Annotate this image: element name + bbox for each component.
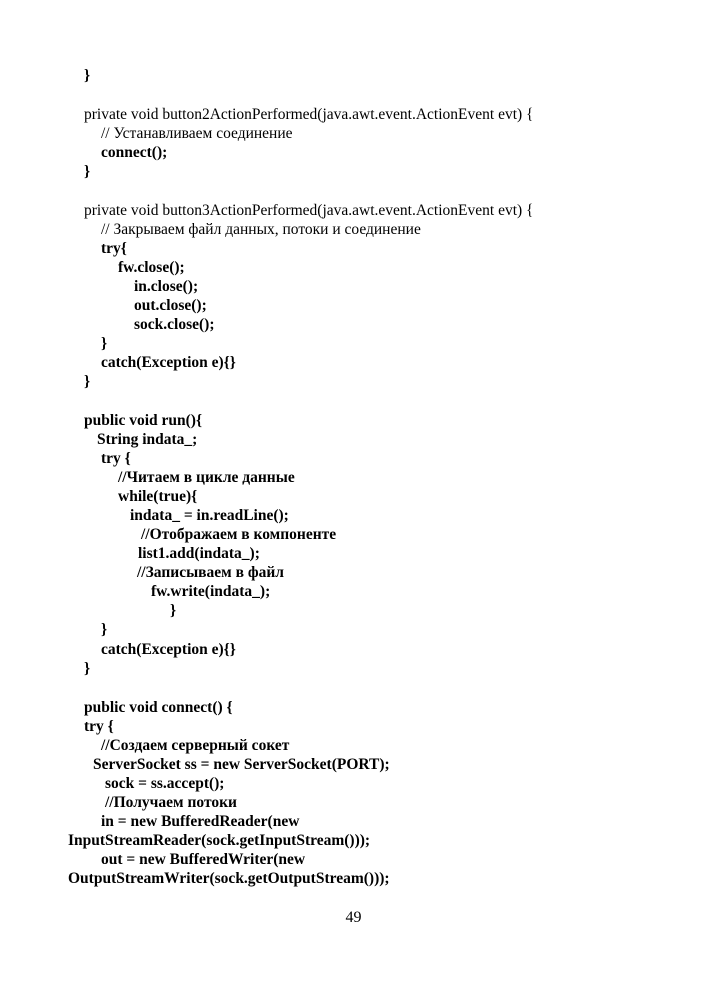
code-line: } [101, 621, 108, 638]
code-comment: // Устанавливаем соединение [101, 125, 293, 142]
code-comment: //Отображаем в компоненте [141, 526, 337, 543]
code-comment: //Получаем потоки [105, 794, 237, 811]
code-line: indata_ = in.readLine(); [130, 507, 289, 524]
code-line: private void button2ActionPerformed(java.awt.event.ActionEvent evt) { [84, 106, 534, 123]
code-comment: //Создаем серверный сокет [101, 737, 290, 754]
code-line: public void connect() { [84, 699, 233, 716]
code-line: sock = ss.accept(); [105, 775, 225, 792]
code-line: fw.close(); [118, 259, 185, 276]
code-line: try { [101, 450, 131, 467]
code-line: sock.close(); [134, 316, 215, 333]
code-line: OutputStreamWriter(sock.getOutputStream())); [68, 870, 390, 887]
code-line: out = new BufferedWriter(new [101, 851, 306, 868]
code-comment: //Читаем в цикле данные [118, 469, 295, 486]
code-line: ServerSocket ss = new ServerSocket(PORT); [93, 756, 390, 773]
code-line: try { [84, 718, 114, 735]
code-line: private void button3ActionPerformed(java.awt.event.ActionEvent evt) { [84, 202, 534, 219]
code-line: } [84, 163, 91, 180]
page-number: 49 [345, 909, 362, 926]
code-line: } [170, 602, 177, 619]
code-line: out.close(); [134, 297, 207, 314]
code-line: in = new BufferedReader(new [101, 813, 300, 830]
code-comment: //Записываем в файл [137, 564, 284, 581]
code-line: fw.write(indata_); [151, 583, 271, 600]
code-line: InputStreamReader(sock.getInputStream())); [68, 832, 371, 849]
code-line: public void run(){ [84, 412, 203, 429]
code-line: in.close(); [134, 278, 199, 295]
code-line: catch(Exception e){} [101, 354, 236, 371]
code-line: connect(); [101, 144, 168, 161]
code-line: } [84, 660, 91, 677]
code-line: String indata_; [97, 431, 198, 448]
code-line: } [101, 335, 108, 352]
code-line: } [84, 373, 91, 390]
code-line: while(true){ [118, 488, 198, 505]
code-line: list1.add(indata_); [138, 545, 260, 562]
code-comment: // Закрываем файл данных, потоки и соединение [101, 221, 421, 238]
code-line: try{ [101, 240, 127, 257]
code-line: } [84, 67, 91, 84]
code-line: catch(Exception e){} [101, 641, 236, 658]
